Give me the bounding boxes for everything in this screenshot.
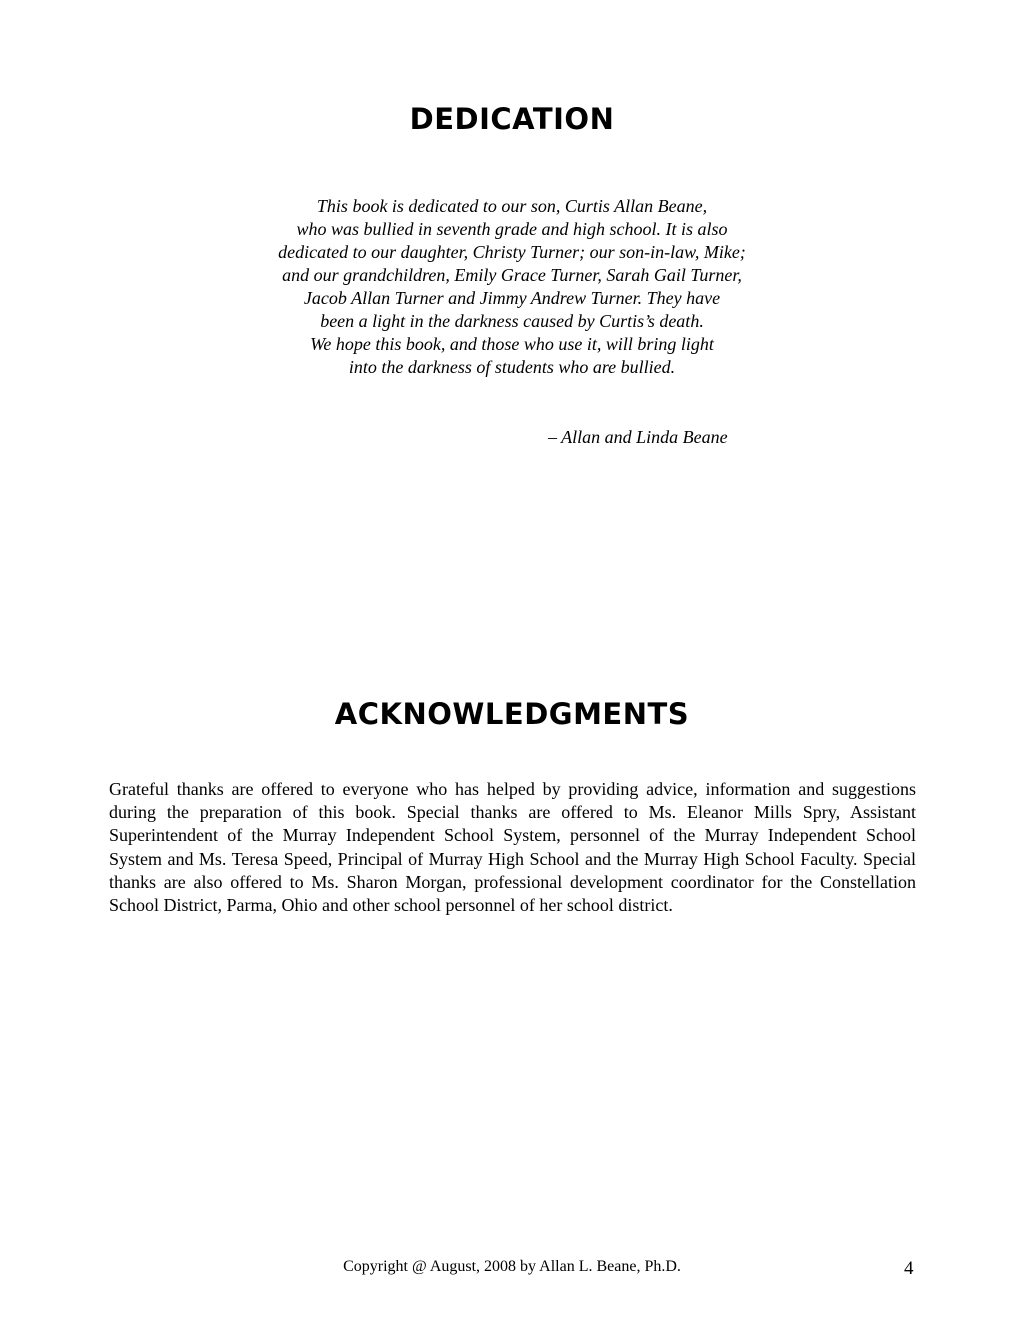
dedication-heading: DEDICATION xyxy=(409,102,615,136)
dedication-line: and our grandchildren, Emily Grace Turner, Sarah Gail Turner, xyxy=(282,265,742,285)
dedication-line: This book is dedicated to our son, Curtis Allan Beane, xyxy=(316,196,708,216)
dedication-line: been a light in the darkness caused by Curtis’s death. xyxy=(320,311,704,331)
acknowledgments-body: Grateful thanks are offered to everyone who has helped by providing advice, information and suggestions during the preparation of this book. Special thanks are offered to Ms. Eleanor Mills Spry, Assistant Superintendent of the Murray Independent School System, personnel of the Murray Independent School System and Ms. Teresa Speed, Principal of Murray High School and the Murray High School Faculty. Special thanks are also offered to Ms. Sharon Morgan, professional development coordinator for the Constellation School District, Parma, Ohio and other school personnel of her school district. xyxy=(109,779,916,916)
dedication-line: We hope this book, and those who use it, will bring light xyxy=(310,334,714,354)
copyright-footer: Copyright @ August, 2008 by Allan L. Beane, Ph.D. xyxy=(343,1258,681,1275)
dedication-line: Jacob Allan Turner and Jimmy Andrew Turner. They have xyxy=(303,288,721,308)
dedication-signature: – Allan and Linda Beane xyxy=(548,427,728,447)
dedication-line: dedicated to our daughter, Christy Turner; our son-in-law, Mike; xyxy=(278,242,746,262)
acknowledgments-heading: ACKNOWLEDGMENTS xyxy=(334,697,690,731)
dedication-text xyxy=(0,195,1024,379)
dedication-line: who was bullied in seventh grade and high school. It is also xyxy=(296,219,728,239)
dedication-line: into the darkness of students who are bullied. xyxy=(348,357,676,377)
page-number: 4 xyxy=(904,1258,914,1279)
